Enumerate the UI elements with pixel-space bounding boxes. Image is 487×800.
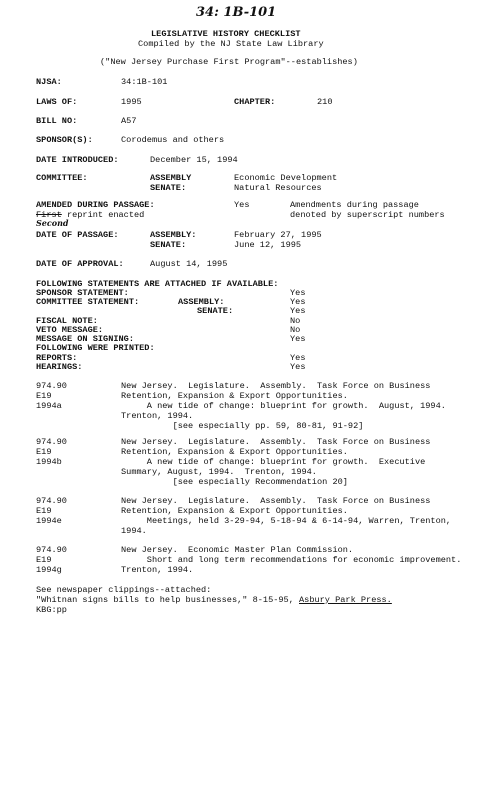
sponsor-label: SPONSOR(S): bbox=[36, 135, 93, 145]
sponsor-statement-value: Yes bbox=[290, 288, 306, 298]
amended-note-line-1: Amendments during passage bbox=[290, 200, 419, 210]
committee-senate-value: Natural Resources bbox=[234, 183, 322, 193]
ref2-line-3: A new tide of change: blueprint for growth. Executive bbox=[121, 457, 426, 467]
ref2-call-line-2: E19 bbox=[36, 447, 52, 457]
passage-senate-value: June 12, 1995 bbox=[234, 240, 302, 250]
hearings-label: HEARINGS: bbox=[36, 362, 83, 372]
ref1-call-line-1: 974.90 bbox=[36, 381, 67, 391]
clipping-text: "Whitnan signs bills to help businesses," 8-15-95, bbox=[36, 595, 300, 605]
ref3-call-line-3: 1994e bbox=[36, 516, 62, 526]
ref2-call-line-3: 1994b bbox=[36, 457, 62, 467]
statements-heading: FOLLOWING STATEMENTS ARE ATTACHED IF AVAILABLE: bbox=[36, 279, 279, 289]
ref3-call-line-2: E19 bbox=[36, 506, 52, 516]
fiscal-note-label: FISCAL NOTE: bbox=[36, 316, 98, 326]
date-of-approval-value: August 14, 1995 bbox=[150, 259, 228, 269]
ref3-line-4: 1994. bbox=[121, 526, 147, 536]
printed-heading: FOLLOWING WERE PRINTED: bbox=[36, 343, 155, 353]
ref3-line-3: Meetings, held 3-29-94, 5-18-94 & 6-14-94, Warren, Trenton, bbox=[121, 516, 452, 526]
reprint-rest: reprint enacted bbox=[61, 210, 145, 220]
handwritten-statute-number: 34: 1B-101 bbox=[196, 5, 277, 20]
veto-message-value: No bbox=[290, 325, 301, 335]
ref1-call-line-3: 1994a bbox=[36, 401, 62, 411]
reports-value: Yes bbox=[290, 353, 306, 363]
ref1-line-4: Trenton, 1994. bbox=[121, 411, 194, 421]
ref2-line-4: Summary, August, 1994. Trenton, 1994. bbox=[121, 467, 317, 477]
chapter-value: 210 bbox=[317, 97, 333, 107]
committee-assembly-value: Economic Development bbox=[234, 173, 338, 183]
reprint-handwritten-correction: Second bbox=[36, 218, 69, 228]
date-introduced-label: DATE INTRODUCED: bbox=[36, 155, 119, 165]
act-name: ("New Jersey Purchase First Program"--establishes) bbox=[100, 57, 358, 67]
initials: KBG:pp bbox=[36, 605, 67, 615]
committee-assembly-label: ASSEMBLY bbox=[150, 173, 192, 183]
committee-statement-senate-label: SENATE: bbox=[197, 306, 234, 316]
document-title: LEGISLATIVE HISTORY CHECKLIST bbox=[151, 29, 301, 39]
ref2-line-5: [see especially Recommendation 20] bbox=[121, 477, 348, 487]
reprint-struck-word: First bbox=[36, 210, 62, 220]
ref3-line-1: New Jersey. Legislature. Assembly. Task Force on Business bbox=[121, 496, 431, 506]
committee-statement-senate-value: Yes bbox=[290, 306, 306, 316]
date-of-passage-label: DATE OF PASSAGE: bbox=[36, 230, 119, 240]
chapter-label: CHAPTER: bbox=[234, 97, 276, 107]
date-of-approval-label: DATE OF APPROVAL: bbox=[36, 259, 124, 269]
ref4-call-line-1: 974.90 bbox=[36, 545, 67, 555]
document-subtitle: Compiled by the NJ State Law Library bbox=[138, 39, 324, 49]
reports-label: REPORTS: bbox=[36, 353, 78, 363]
date-introduced-value: December 15, 1994 bbox=[150, 155, 238, 165]
ref4-line-1: New Jersey. Economic Master Plan Commission. bbox=[121, 545, 354, 555]
committee-label: COMMITTEE: bbox=[36, 173, 88, 183]
ref4-line-2: Short and long term recommendations for economic improvement. bbox=[121, 555, 462, 565]
bill-no-label: BILL NO: bbox=[36, 116, 78, 126]
committee-statement-assembly-value: Yes bbox=[290, 297, 306, 307]
message-on-signing-value: Yes bbox=[290, 334, 306, 344]
ref1-line-5: [see especially pp. 59, 80-81, 91-92] bbox=[121, 421, 364, 431]
amended-label: AMENDED DURING PASSAGE: bbox=[36, 200, 155, 210]
ref3-line-2: Retention, Expansion & Export Opportunities. bbox=[121, 506, 348, 516]
fiscal-note-value: No bbox=[290, 316, 301, 326]
clippings-label: See newspaper clippings--attached: bbox=[36, 585, 212, 595]
ref3-call-line-1: 974.90 bbox=[36, 496, 67, 506]
sponsor-statement-label: SPONSOR STATEMENT: bbox=[36, 288, 129, 298]
ref1-line-1: New Jersey. Legislature. Assembly. Task Force on Business bbox=[121, 381, 431, 391]
committee-statement-label: COMMITTEE STATEMENT: bbox=[36, 297, 140, 307]
laws-of-label: LAWS OF: bbox=[36, 97, 78, 107]
amended-value: Yes bbox=[234, 200, 250, 210]
ref4-call-line-2: E19 bbox=[36, 555, 52, 565]
message-on-signing-label: MESSAGE ON SIGNING: bbox=[36, 334, 134, 344]
hearings-value: Yes bbox=[290, 362, 306, 372]
ref2-line-1: New Jersey. Legislature. Assembly. Task Force on Business bbox=[121, 437, 431, 447]
ref2-line-2: Retention, Expansion & Export Opportunities. bbox=[121, 447, 348, 457]
sponsor-value: Corodemus and others bbox=[121, 135, 225, 145]
committee-senate-label: SENATE: bbox=[150, 183, 187, 193]
ref1-line-2: Retention, Expansion & Export Opportunities. bbox=[121, 391, 348, 401]
passage-assembly-value: February 27, 1995 bbox=[234, 230, 322, 240]
clipping-source: Asbury Park Press. bbox=[299, 595, 392, 605]
passage-assembly-label: ASSEMBLY: bbox=[150, 230, 197, 240]
veto-message-label: VETO MESSAGE: bbox=[36, 325, 104, 335]
ref2-call-line-1: 974.90 bbox=[36, 437, 67, 447]
njsa-label: NJSA: bbox=[36, 77, 62, 87]
clipping-line bbox=[36, 595, 392, 605]
bill-no-value: A57 bbox=[121, 116, 137, 126]
passage-senate-label: SENATE: bbox=[150, 240, 187, 250]
ref1-call-line-2: E19 bbox=[36, 391, 52, 401]
ref4-call-line-3: 1994g bbox=[36, 565, 62, 575]
njsa-value: 34:1B-101 bbox=[121, 77, 168, 87]
laws-of-value: 1995 bbox=[121, 97, 142, 107]
ref1-line-3: A new tide of change: blueprint for growth. August, 1994. bbox=[121, 401, 446, 411]
committee-statement-assembly-label: ASSEMBLY: bbox=[178, 297, 225, 307]
amended-note-line-2: denoted by superscript numbers bbox=[290, 210, 445, 220]
ref4-line-3: Trenton, 1994. bbox=[121, 565, 194, 575]
